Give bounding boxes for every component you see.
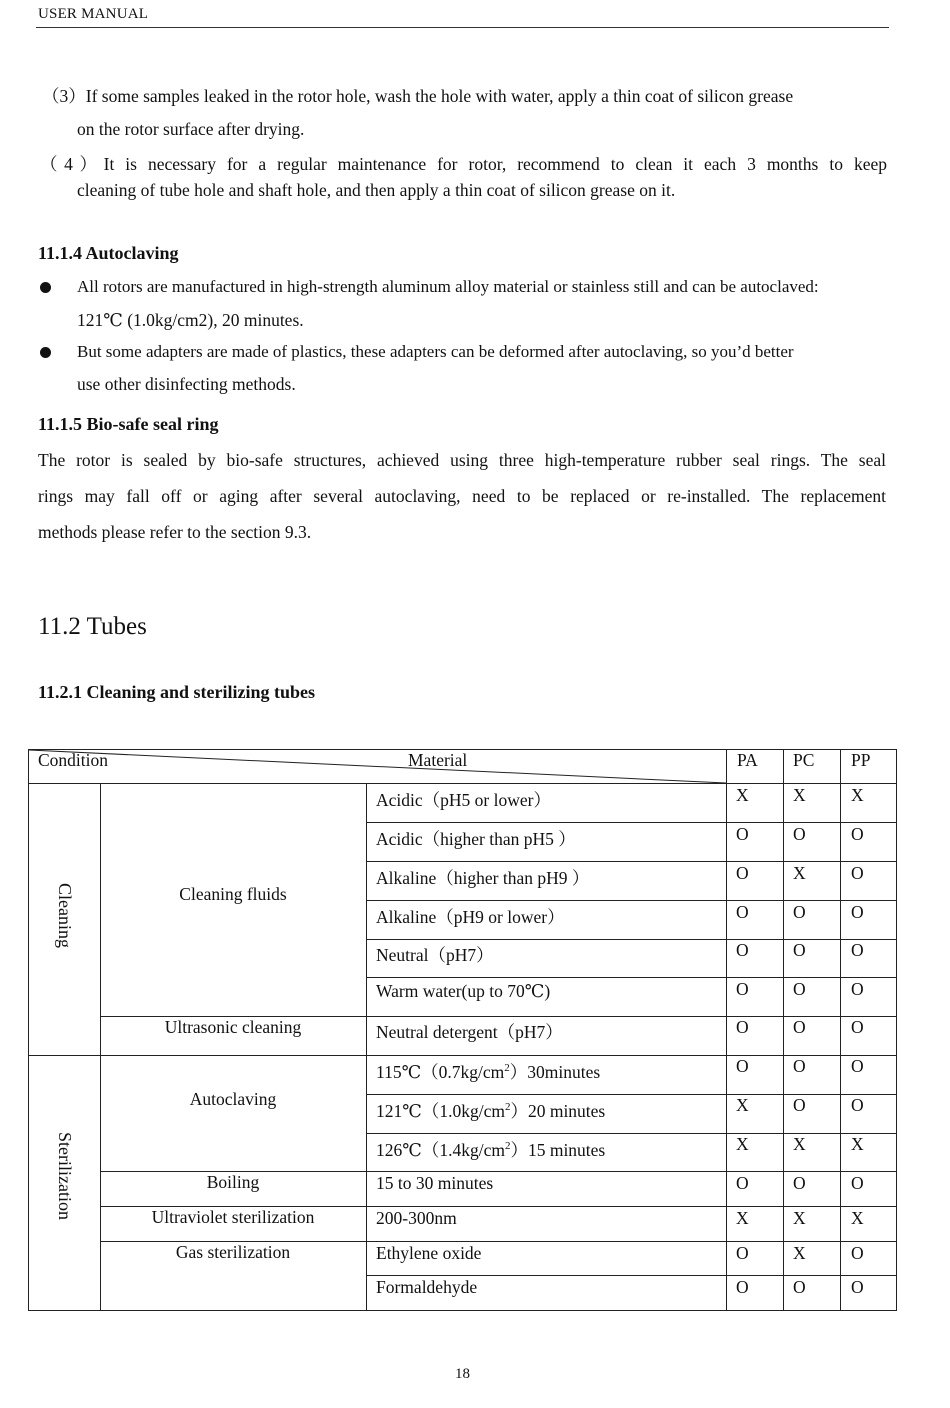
table-col-rule xyxy=(100,783,101,1311)
mark-pp: X xyxy=(851,1134,864,1154)
method-boiling: Boiling xyxy=(206,1172,260,1192)
mark-pa: O xyxy=(736,1277,749,1297)
header-col-pa: PA xyxy=(737,750,758,770)
mark-pc: O xyxy=(793,1056,806,1076)
mark-pa: X xyxy=(736,785,749,805)
mark-pp: O xyxy=(851,1095,864,1115)
method-autoclaving: Autoclaving xyxy=(189,1089,277,1109)
table-row-rule xyxy=(366,822,897,823)
compatibility-table xyxy=(28,749,897,1311)
section-heading-seal-ring: 11.1.5 Bio-safe seal ring xyxy=(38,414,219,434)
mark-pc: X xyxy=(793,1208,806,1228)
header-diagonal-line xyxy=(28,749,728,785)
mark-pp: X xyxy=(851,785,864,805)
mark-pa: O xyxy=(736,1173,749,1193)
mark-pc: O xyxy=(793,940,806,960)
mark-pa: X xyxy=(736,1208,749,1228)
item-4-line-2: cleaning of tube hole and shaft hole, and then apply a thin coat of silicon grease on it. xyxy=(77,180,676,200)
mark-pa: O xyxy=(736,863,749,883)
header-rule xyxy=(36,27,889,28)
table-col-rule xyxy=(726,749,727,1311)
mark-pp: O xyxy=(851,1017,864,1037)
condition-cell: 15 to 30 minutes xyxy=(376,1173,494,1193)
mark-pp: O xyxy=(851,1056,864,1076)
mark-pc: O xyxy=(793,1277,806,1297)
mark-pc: X xyxy=(793,1243,806,1263)
seal-ring-line-3: methods please refer to the section 9.3. xyxy=(38,522,312,542)
mark-pc: X xyxy=(793,1134,806,1154)
table-row-rule xyxy=(366,900,897,901)
table-col-rule xyxy=(783,749,784,1311)
mark-pp: O xyxy=(851,1243,864,1263)
header-condition: Condition xyxy=(38,750,109,770)
table-border-right xyxy=(896,749,897,1311)
item-4-line-1: （4）It is necessary for a regular maintenance for rotor, recommend to clean it each 3 months to keep xyxy=(40,154,887,174)
method-ultrasonic: Ultrasonic cleaning xyxy=(164,1017,302,1037)
autoclaving-bullet-2-line-1: But some adapters are made of plastics, these adapters can be deformed after autoclaving, so you’d better xyxy=(77,342,794,361)
mark-pp: O xyxy=(851,1277,864,1297)
mark-pa: O xyxy=(736,824,749,844)
mark-pa: O xyxy=(736,1243,749,1263)
mark-pc: O xyxy=(793,1095,806,1115)
mark-pc: O xyxy=(793,1173,806,1193)
running-header: USER MANUAL xyxy=(38,6,149,22)
mark-pp: X xyxy=(851,1208,864,1228)
table-group-divider xyxy=(28,1055,897,1056)
header-material: Material xyxy=(408,750,468,770)
table-row-rule xyxy=(366,977,897,978)
mark-pc: X xyxy=(793,863,806,883)
condition-cell: $121℃(1.0kg/cm^2)20$ minutes xyxy=(376,1101,606,1121)
table-row-rule xyxy=(366,1275,897,1276)
bullet-icon xyxy=(40,282,51,293)
mark-pa: O xyxy=(736,940,749,960)
header-col-pc: PC xyxy=(793,750,815,770)
condition-cell: Neutral（pH7） xyxy=(376,945,494,965)
bullet-icon xyxy=(40,347,51,358)
section-heading-cleaning-sterilizing: 11.2.1 Cleaning and sterilizing tubes xyxy=(38,682,316,702)
autoclaving-bullet-2-line-2: use other disinfecting methods. xyxy=(77,374,296,394)
mark-pp: O xyxy=(851,824,864,844)
mark-pc: O xyxy=(793,979,806,999)
group-sterilization: Sterilization xyxy=(55,1132,75,1220)
mark-pa: X xyxy=(736,1134,749,1154)
table-border-bottom xyxy=(28,1310,897,1311)
condition-cell: $126℃(1.4kg/cm^2)15$ minutes xyxy=(376,1140,606,1160)
condition-cell: Formaldehyde xyxy=(376,1277,478,1297)
condition-cell: $115℃(0.7kg/cm^2)30minutes$ xyxy=(376,1062,601,1082)
mark-pp: O xyxy=(851,902,864,922)
mark-pc: O xyxy=(793,902,806,922)
mark-pp: O xyxy=(851,1173,864,1193)
mark-pc: O xyxy=(793,824,806,844)
autoclaving-bullet-1-line-1: All rotors are manufactured in high-strength aluminum alloy material or stainless still and can be autoclaved: xyxy=(77,277,819,296)
condition-cell: Alkaline（higher than pH9 ） xyxy=(376,868,590,888)
mark-pp: O xyxy=(851,863,864,883)
table-row-rule xyxy=(366,861,897,862)
mark-pp: O xyxy=(851,979,864,999)
mark-pc: X xyxy=(793,785,806,805)
seal-ring-line-2: rings may fall off or aging after several autoclaving, need to be replaced or re-installed. The replacement xyxy=(38,486,886,506)
condition-cell: 200-300nm xyxy=(376,1208,457,1228)
condition-cell: Warm water(up to 70℃) xyxy=(376,981,551,1001)
mark-pa: X xyxy=(736,1095,749,1115)
method-cleaning-fluids: Cleaning fluids xyxy=(179,884,287,904)
method-uv: Ultraviolet sterilization xyxy=(151,1207,315,1227)
table-col-rule xyxy=(840,749,841,1311)
condition-cell: Neutral detergent（pH7） xyxy=(376,1022,563,1042)
condition-cell: Acidic（higher than pH5 ） xyxy=(376,829,576,849)
mark-pa: O xyxy=(736,902,749,922)
condition-cell: Alkaline（pH9 or lower） xyxy=(376,907,565,927)
condition-cell: Ethylene oxide xyxy=(376,1243,482,1263)
header-col-pp: PP xyxy=(851,750,871,770)
table-border-left xyxy=(28,749,29,1311)
condition-cell: Acidic（pH5 or lower） xyxy=(376,790,551,810)
method-gas: Gas sterilization xyxy=(175,1242,291,1262)
mark-pa: O xyxy=(736,1017,749,1037)
section-heading-autoclaving: 11.1.4 Autoclaving xyxy=(38,243,179,263)
table-row-rule xyxy=(366,939,897,940)
mark-pa: O xyxy=(736,979,749,999)
table-row-rule xyxy=(366,1094,897,1095)
item-3-line-1: （3）If some samples leaked in the rotor hole, wash the hole with water, apply a thin coat of silicon grease xyxy=(42,86,794,106)
table-row-rule xyxy=(366,1133,897,1134)
mark-pa: O xyxy=(736,1056,749,1076)
mark-pc: O xyxy=(793,1017,806,1037)
page-number: 18 xyxy=(455,1366,470,1382)
seal-ring-line-1: The rotor is sealed by bio-safe structures, achieved using three high-temperature rubber seal rings. The seal xyxy=(38,450,886,470)
section-heading-tubes: 11.2 Tubes xyxy=(38,613,147,640)
table-col-rule xyxy=(366,783,367,1311)
item-3-line-2: on the rotor surface after drying. xyxy=(77,119,305,139)
mark-pp: O xyxy=(851,940,864,960)
group-cleaning: Cleaning xyxy=(55,883,75,948)
autoclaving-bullet-1-line-2: 121℃ (1.0kg/cm2), 20 minutes. xyxy=(77,310,304,330)
